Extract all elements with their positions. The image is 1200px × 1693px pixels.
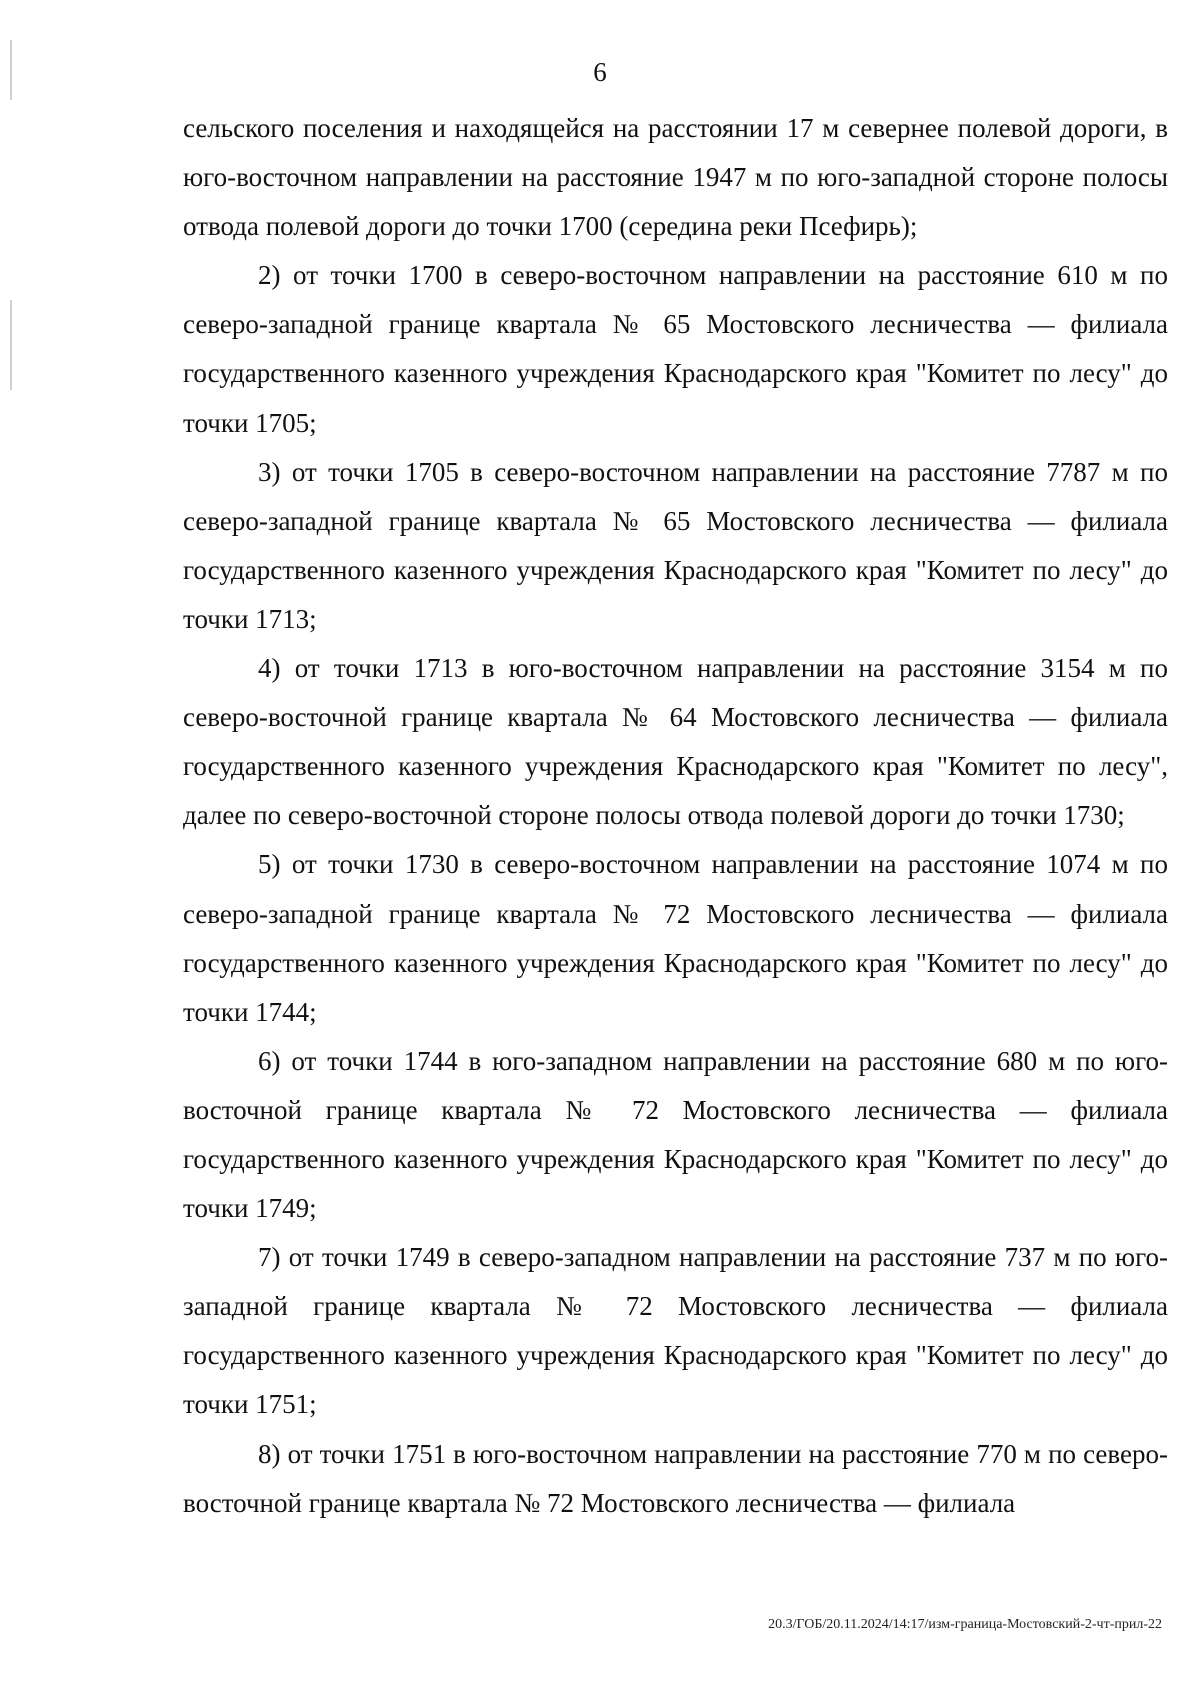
paragraph-item-5: 5) от точки 1730 в северо-восточном направлении на расстояние 1074 м по северо-западной границе квартала № 72 Мостовского лесничества — филиала государственного казенного учреждения Краснодарского края "Комитет по лесу" до точки 1744;	[183, 849, 1168, 1027]
paragraph-item-8: 8) от точки 1751 в юго-восточном направлении на расстояние 770 м по северо-восточной границе квартала № 72 Мостовского лесничества — филиала	[183, 1438, 1168, 1518]
scan-margin-mark	[10, 300, 12, 390]
paragraph-item-4: 4) от точки 1713 в юго-восточном направлении на расстояние 3154 м по северо-восточной границе квартала № 64 Мостовского лесничества — филиала государственного казенного учреждения Краснодарского края "Комитет по лесу", далее по северо-восточной стороне полосы отвода полевой дороги до точки 1730;	[183, 653, 1168, 831]
paragraph-item-6: 6) от точки 1744 в юго-западном направлении на расстояние 680 м по юго-восточной границе квартала № 72 Мостовского лесничества — филиала государственного казенного учреждения Краснодарского края "Комитет по лесу" до точки 1749;	[183, 1045, 1168, 1224]
paragraph-item-3: 3) от точки 1705 в северо-восточном направлении на расстояние 7787 м по северо-западной границе квартала № 65 Мостовского лесничества — филиала государственного казенного учреждения Краснодарского края "Комитет по лесу" до точки 1713;	[183, 456, 1168, 634]
paragraph-continuation: сельского поселения и находящейся на расстоянии 17 м севернее полевой дороги, в юго-восточном направлении на расстояние 1947 м по юго-западной стороне полосы отвода полевой дороги до точки 1700 (середина реки Псефирь);	[183, 113, 1168, 242]
paragraph-item-7: 7) от точки 1749 в северо-западном направлении на расстояние 737 м по юго-западной границе квартала № 72 Мостовского лесничества — филиала государственного казенного учреждения Краснодарского края "Комитет по лесу" до точки 1751;	[183, 1242, 1168, 1420]
footer-document-code: 20.3/ГОБ/20.11.2024/14:17/изм-граница-Мостовский-2-чт-прил-22	[768, 1617, 1162, 1632]
document-body	[183, 104, 1168, 1528]
paragraph-item-2: 2) от точки 1700 в северо-восточном направлении на расстояние 610 м по северо-западной границе квартала № 65 Мостовского лесничества — филиала государственного казенного учреждения Краснодарского края "Комитет по лесу" до точки 1705;	[183, 260, 1168, 438]
page-number: 6	[593, 57, 607, 87]
